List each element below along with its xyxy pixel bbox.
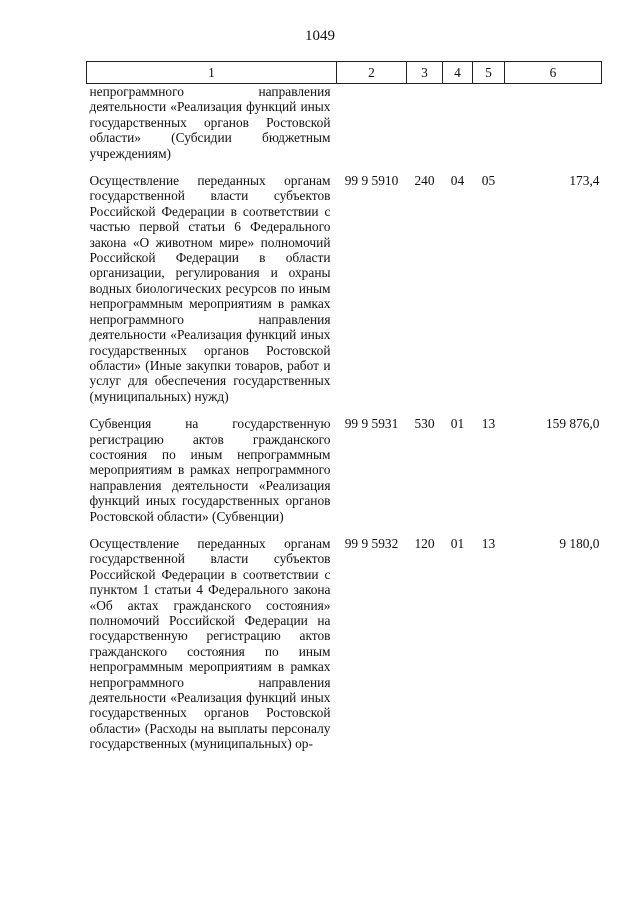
- page-number: 1049: [305, 28, 335, 44]
- row-description: непрограммного направления деятельности «Реализация функций иных государственных органов Ростовской области» (Субсидии бюджетным учреждениям): [89, 84, 331, 161]
- row-amount: 173,4: [569, 173, 600, 189]
- row-vr: 120: [414, 535, 435, 551]
- table-row: [87, 84, 602, 162]
- row-amount: 159 876,0: [545, 416, 600, 432]
- row-pr: 05: [481, 173, 496, 189]
- row-rz: 01: [450, 416, 465, 432]
- col-header-vr: 3: [407, 62, 443, 84]
- row-vr: 240: [414, 173, 435, 189]
- col-header-description: 1: [87, 62, 337, 84]
- row-amount: [505, 84, 602, 162]
- row-spacer: [87, 161, 602, 173]
- row-rz: 01: [450, 535, 465, 551]
- table-row: [87, 173, 602, 404]
- row-amount: 9 180,0: [559, 535, 600, 551]
- row-spacer: [87, 524, 602, 536]
- row-vr: [407, 84, 443, 162]
- col-header-amount: 6: [505, 62, 602, 84]
- row-pr: 13: [481, 416, 496, 432]
- table-row: [87, 416, 602, 524]
- row-rz: [443, 84, 473, 162]
- row-code: 99 9 5931: [344, 416, 399, 432]
- table-header-row: [87, 62, 602, 84]
- col-header-pr: 5: [473, 62, 505, 84]
- row-vr: 530: [414, 416, 435, 432]
- row-code: 99 9 5932: [344, 535, 399, 551]
- row-description: Осуществление переданных органам государственной власти субъектов Российской Федерации в соответствии с пунктом 1 статьи 4 Федерального закона «Об актах гражданского состояния» полномочий Российской Федерации на государственную регистрацию актов гражданского состояния по иным непрограммным мероприятиям в рамках непрограммного направления деятельности «Реализация функций иных государственных органов Ростовской области» (Расходы на выплаты персоналу государственных (муниципальных) ор-: [89, 535, 331, 752]
- row-pr: [473, 84, 505, 162]
- row-code: [337, 84, 407, 162]
- col-header-code: 2: [337, 62, 407, 84]
- table-row: [87, 536, 602, 752]
- row-spacer: [87, 404, 602, 416]
- budget-table: [86, 61, 602, 752]
- row-pr: 13: [481, 535, 496, 551]
- row-code: 99 9 5910: [344, 173, 399, 189]
- row-description: Субвенция на государственную регистрацию актов гражданского состояния по иным непрограммным мероприятиям в рамках непрограммного направления деятельности «Реализация функций иных государственных органов Ростовской области» (Субвенции): [89, 416, 331, 524]
- col-header-rz: 4: [443, 62, 473, 84]
- row-description: Осуществление переданных органам государственной власти субъектов Российской Федерации в соответствии с частью первой статьи 6 Федерального закона «О животном мире» полномочий Российской Федерации в области организации, регулирования и охраны водных биологических ресурсов по иным непрограммным мероприятиям в рамках непрограммного направления деятельности «Реализация функций иных государственных органов Ростовской области» (Иные закупки товаров, работ и услуг для обеспечения государственных (муниципальных) нужд): [89, 173, 331, 404]
- row-rz: 04: [450, 173, 465, 189]
